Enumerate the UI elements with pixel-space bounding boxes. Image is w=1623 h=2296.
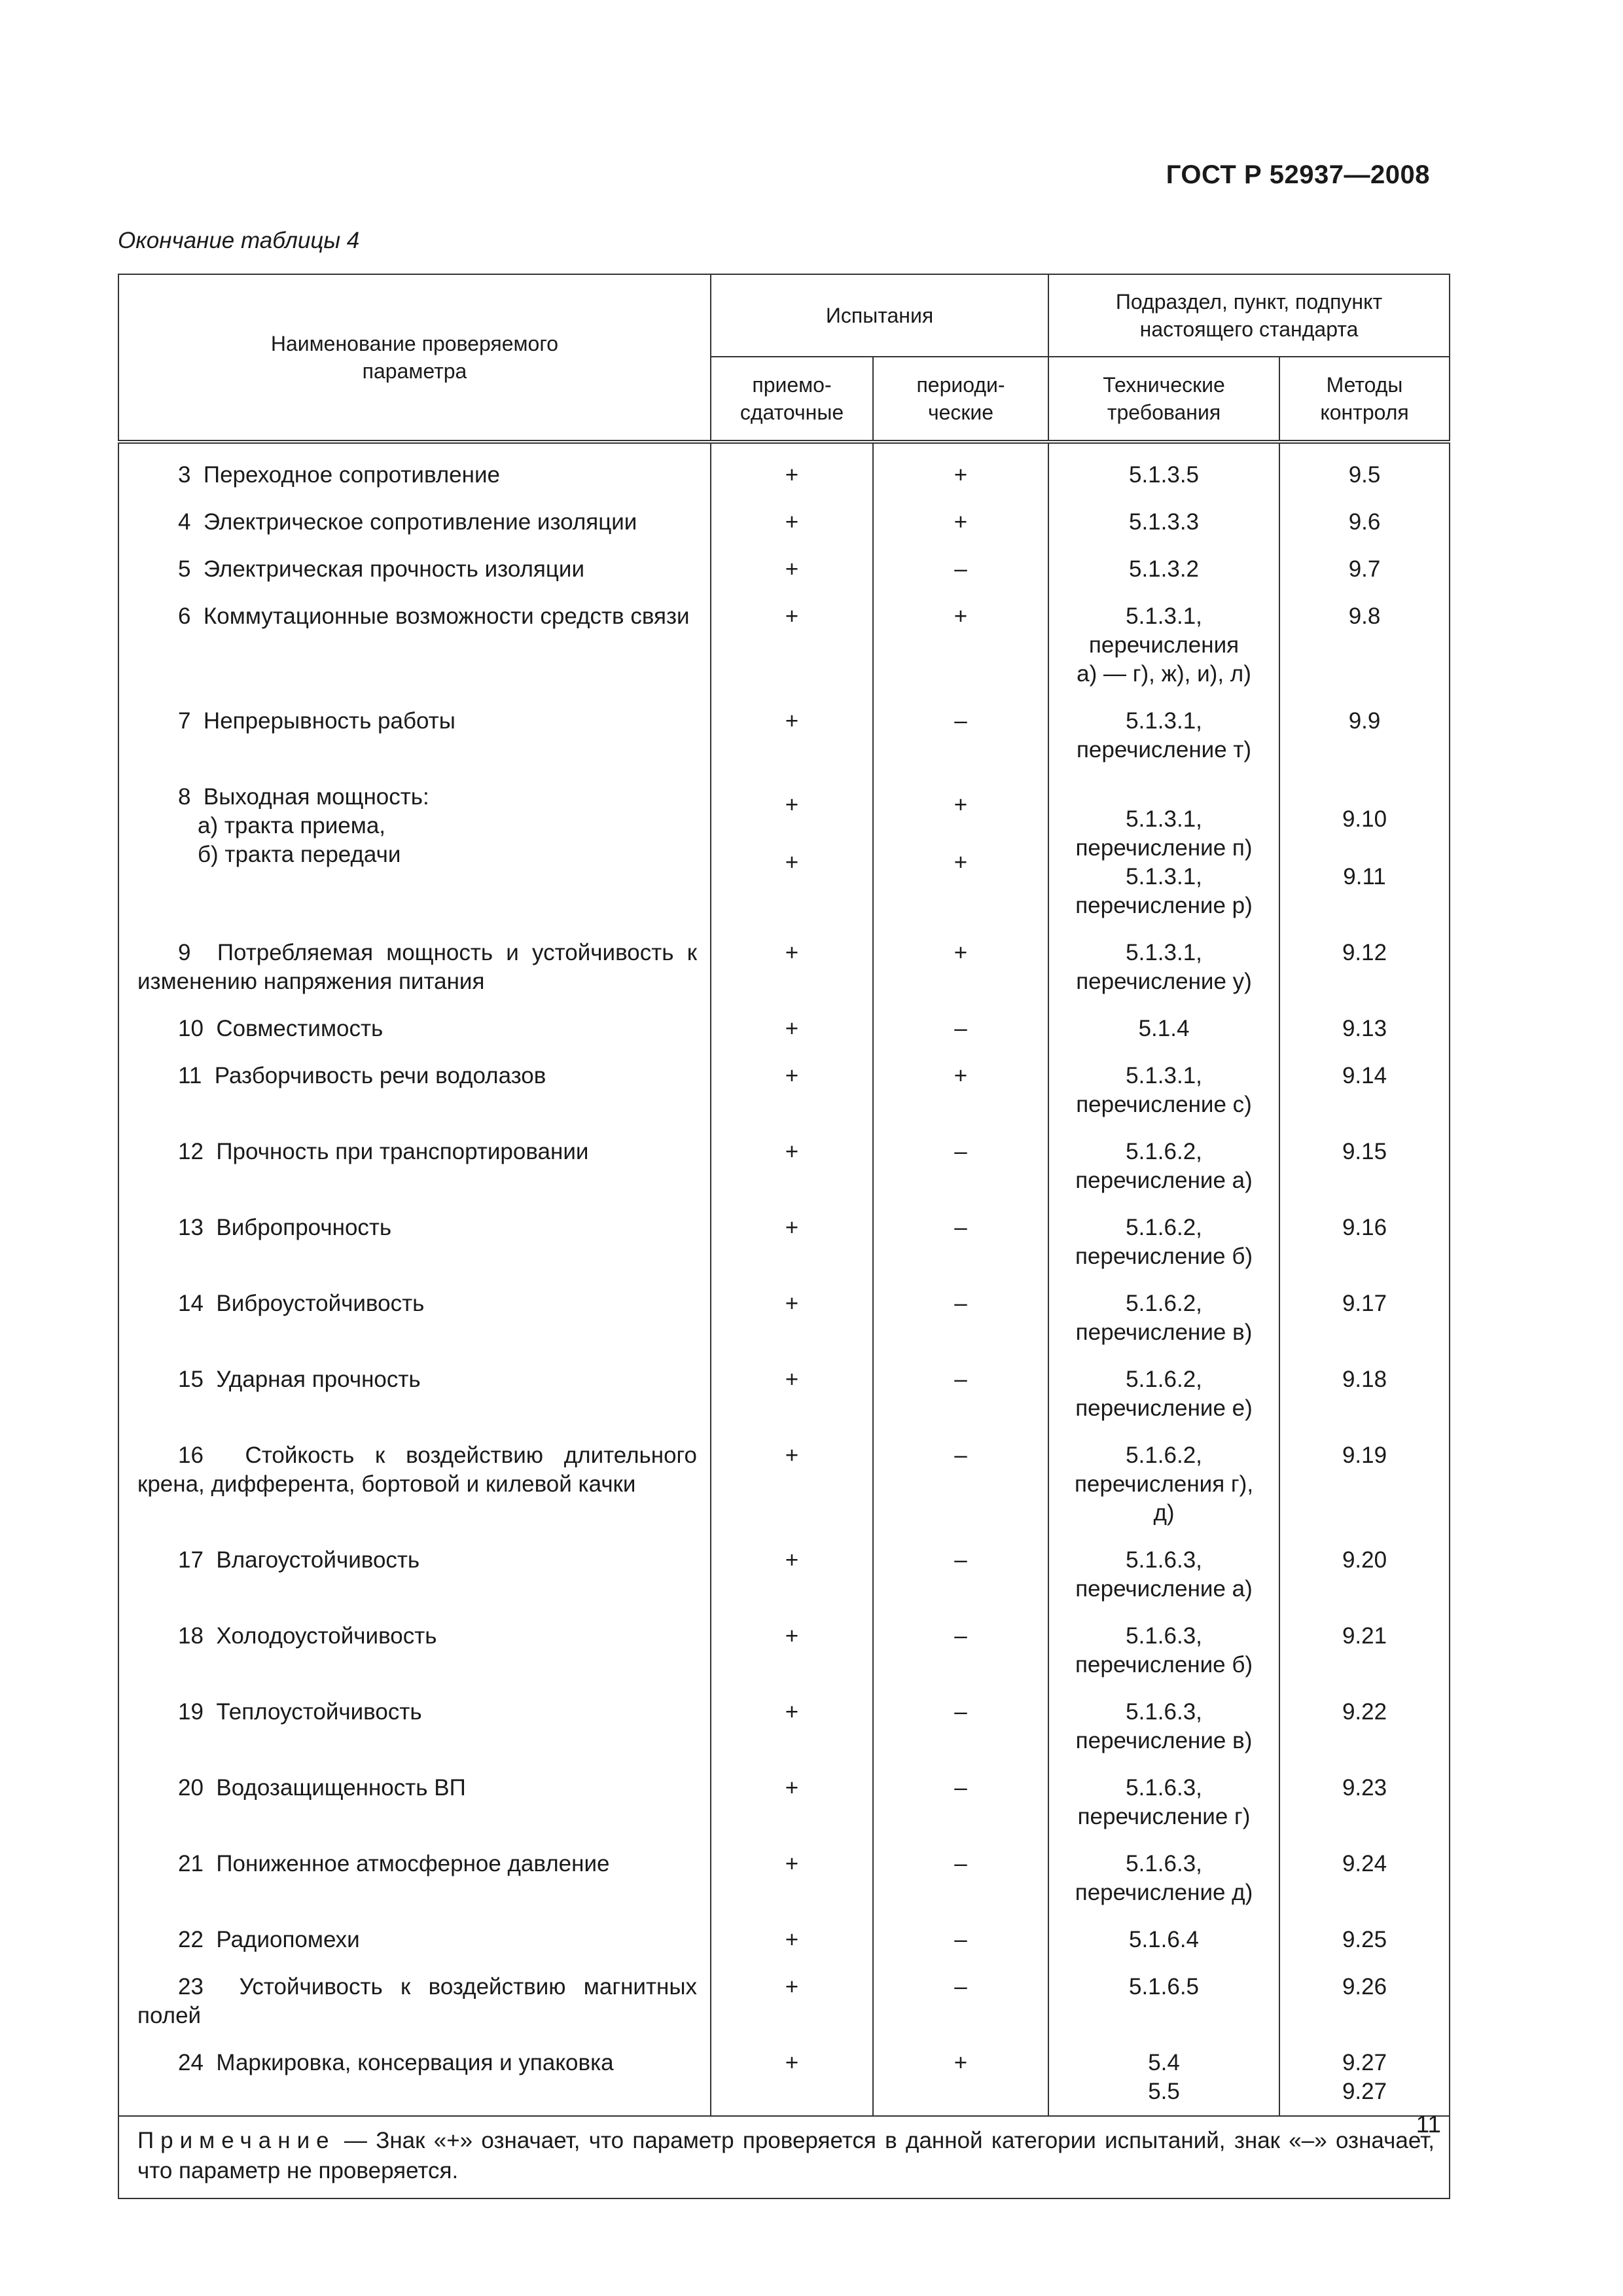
parameter-name: Маркировка, консервация и упаковка <box>216 2050 614 2075</box>
column-header-parameter: Наименование проверяемого параметра <box>118 274 711 442</box>
control-method-ref-text: 9.14 <box>1342 1063 1387 1088</box>
parameter-name-cell <box>118 700 711 776</box>
row-number: 5 <box>178 556 191 582</box>
control-method-ref <box>1279 596 1450 700</box>
control-method-ref <box>1279 776 1450 932</box>
control-method-ref-text: 9.17 <box>1342 1291 1387 1316</box>
column-header-methods: Методы контроля <box>1279 357 1450 442</box>
control-method-ref <box>1279 1435 1450 1539</box>
row-number: 6 <box>178 603 191 629</box>
periodic-mark-b: + <box>954 850 968 875</box>
tech-requirement-ref <box>1048 548 1279 596</box>
parameter-name-cell <box>118 1767 711 1843</box>
periodic-mark-text: + <box>954 462 968 488</box>
acceptance-mark <box>711 1055 873 1131</box>
acceptance-mark <box>711 1919 873 1966</box>
control-method-ref-text: 9.12 <box>1342 940 1387 965</box>
acceptance-mark-text: + <box>785 509 799 535</box>
control-method-ref-text: 9.26 <box>1342 1974 1387 2000</box>
row-number: 3 <box>178 462 191 488</box>
periodic-mark-text: + <box>954 940 968 965</box>
tech-requirement-ref <box>1048 1843 1279 1919</box>
control-method-ref <box>1279 1691 1450 1767</box>
parameter-name: Вибропрочность <box>216 1215 392 1240</box>
control-method-ref <box>1279 1615 1450 1691</box>
row-number: 7 <box>178 708 191 734</box>
control-method-ref <box>1279 501 1450 548</box>
acceptance-mark-text: + <box>785 2050 799 2075</box>
row-number: 12 <box>178 1139 204 1164</box>
periodic-mark-text: – <box>954 1367 967 1392</box>
parameter-subitem-a: а) тракта приема, <box>198 813 386 838</box>
periodic-mark-a: + <box>954 792 968 817</box>
periodic-mark-text: – <box>954 556 967 582</box>
parameter-name: Пониженное атмосферное давление <box>216 1851 610 1876</box>
tech-requirement-ref-text: 5.1.6.2, перечисление е) <box>1075 1367 1253 1421</box>
periodic-mark-text: – <box>954 708 967 734</box>
tech-requirement-ref-text: 5.1.6.2, перечисление б) <box>1075 1215 1253 1269</box>
periodic-mark-text: + <box>954 603 968 629</box>
parameter-name-cell <box>118 1055 711 1131</box>
control-method-ref-text: 9.21 <box>1342 1623 1387 1649</box>
table-row <box>118 932 1450 1008</box>
table-note <box>118 2116 1450 2198</box>
acceptance-mark-text: + <box>785 1215 799 1240</box>
control-method-ref <box>1279 1283 1450 1359</box>
periodic-mark-text: + <box>954 1063 968 1088</box>
tech-requirement-ref <box>1048 501 1279 548</box>
parameter-name: Коммутационные возможности средств связи <box>203 603 690 629</box>
test-parameters-table <box>118 274 1450 2199</box>
periodic-mark-text: – <box>954 1699 967 1725</box>
tech-requirement-ref <box>1048 1691 1279 1767</box>
table-container <box>118 274 1449 2199</box>
periodic-mark-text: – <box>954 1139 967 1164</box>
tech-requirement-ref-text: 5.1.6.3, перечисление б) <box>1075 1623 1253 1677</box>
row-number: 24 <box>178 2050 204 2075</box>
control-method-ref <box>1279 932 1450 1008</box>
parameter-name: Переходное сопротивление <box>203 462 500 488</box>
acceptance-mark-text: + <box>785 603 799 629</box>
tech-requirement-ref-text: 5.1.4 <box>1138 1016 1190 1041</box>
control-method-ref <box>1279 1539 1450 1615</box>
parameter-name-cell <box>118 1615 711 1691</box>
tech-requirement-ref <box>1048 1055 1279 1131</box>
control-method-ref-b: 9.11 <box>1343 864 1386 889</box>
tech-requirement-ref <box>1048 442 1279 501</box>
acceptance-mark <box>711 1283 873 1359</box>
tech-requirement-ref-text: 5.1.6.2, перечисление в) <box>1075 1291 1253 1345</box>
parameter-name-cell <box>118 776 711 932</box>
periodic-mark <box>873 776 1048 932</box>
parameter-name-cell <box>118 501 711 548</box>
control-method-ref <box>1279 1131 1450 1207</box>
acceptance-mark-text: + <box>785 1623 799 1649</box>
table-row <box>118 1767 1450 1843</box>
column-group-tests: Испытания <box>711 274 1048 357</box>
table-row <box>118 1055 1450 1131</box>
acceptance-mark-text: + <box>785 708 799 734</box>
acceptance-mark-text: + <box>785 1851 799 1876</box>
table-caption: Окончание таблицы 4 <box>118 228 360 253</box>
parameter-name-cell <box>118 1691 711 1767</box>
row-number: 4 <box>178 509 191 535</box>
periodic-mark <box>873 1283 1048 1359</box>
table-row <box>118 1435 1450 1539</box>
tech-requirement-ref <box>1048 1283 1279 1359</box>
periodic-mark-text: – <box>954 1215 967 1240</box>
control-method-ref <box>1279 1008 1450 1055</box>
note-text: — Знак «+» означает, что параметр проверяется в данной категории испытаний, знак «–» означает, что параметр не проверяется. <box>137 2128 1435 2183</box>
control-method-ref-text: 9.24 <box>1342 1851 1387 1876</box>
acceptance-mark <box>711 1131 873 1207</box>
acceptance-mark <box>711 501 873 548</box>
periodic-mark <box>873 1055 1048 1131</box>
control-method-ref-text: 9.20 <box>1342 1547 1387 1573</box>
acceptance-mark-b: + <box>785 850 799 875</box>
periodic-mark <box>873 932 1048 1008</box>
tech-requirement-ref-text: 5.1.3.1, перечисления а) — г), ж), и), л) <box>1077 603 1251 687</box>
row-number: 13 <box>178 1215 204 1240</box>
parameter-name: Водозащищенность ВП <box>216 1775 466 1801</box>
control-method-ref <box>1279 1843 1450 1919</box>
tech-requirement-ref-text: 5.1.6.4 <box>1128 1927 1200 1952</box>
acceptance-mark <box>711 548 873 596</box>
periodic-mark <box>873 1767 1048 1843</box>
table-row <box>118 1966 1450 2042</box>
tech-requirement-ref-text: 5.1.3.2 <box>1128 556 1200 582</box>
periodic-mark <box>873 1843 1048 1919</box>
tech-requirement-ref-text: 5.1.3.1, перечисление с) <box>1076 1063 1252 1117</box>
control-method-ref-text: 9.27 9.27 <box>1342 2050 1387 2104</box>
acceptance-mark-text: + <box>785 1927 799 1952</box>
parameter-name-cell <box>118 1131 711 1207</box>
row-number: 9 <box>178 940 191 965</box>
control-method-ref-text: 9.7 <box>1348 556 1381 582</box>
periodic-mark <box>873 548 1048 596</box>
row-number: 20 <box>178 1775 204 1801</box>
tech-requirement-ref-text: 5.1.3.5 <box>1128 462 1200 488</box>
parameter-name-cell <box>118 1008 711 1055</box>
parameter-name-cell <box>118 1539 711 1615</box>
row-number: 18 <box>178 1623 204 1649</box>
periodic-mark <box>873 1207 1048 1283</box>
row-number: 11 <box>178 1063 202 1088</box>
tech-requirement-ref-text: 5.1.3.1, перечисление у) <box>1076 940 1252 994</box>
acceptance-mark-text: + <box>785 1443 799 1468</box>
control-method-ref <box>1279 2042 1450 2116</box>
table-row <box>118 776 1450 932</box>
periodic-mark <box>873 1919 1048 1966</box>
table-row <box>118 548 1450 596</box>
control-method-ref <box>1279 1207 1450 1283</box>
row-number: 22 <box>178 1927 204 1952</box>
acceptance-mark <box>711 2042 873 2116</box>
acceptance-mark <box>711 596 873 700</box>
parameter-name: Теплоустойчивость <box>216 1699 422 1725</box>
periodic-mark <box>873 442 1048 501</box>
control-method-ref-text: 9.9 <box>1348 708 1381 734</box>
parameter-name-cell <box>118 1966 711 2042</box>
acceptance-mark <box>711 932 873 1008</box>
parameter-name: Устойчивость к воздействию магнитных полей <box>137 1974 698 2028</box>
periodic-mark <box>873 596 1048 700</box>
parameter-name: Радиопомехи <box>216 1927 360 1952</box>
row-number: 19 <box>178 1699 204 1725</box>
parameter-name: Выходная мощность: <box>203 784 429 810</box>
tech-requirement-ref <box>1048 1615 1279 1691</box>
control-method-ref-a: 9.10 <box>1342 806 1387 832</box>
table-row <box>118 1919 1450 1966</box>
table-row <box>118 1539 1450 1615</box>
tech-requirement-ref <box>1048 1539 1279 1615</box>
row-number: 21 <box>178 1851 204 1876</box>
row-number: 14 <box>178 1291 204 1316</box>
tech-requirement-ref-b: 5.1.3.1, перечисление р) <box>1075 864 1253 918</box>
row-number: 16 <box>178 1443 204 1468</box>
control-method-ref-text: 9.6 <box>1348 509 1381 535</box>
tech-requirement-ref <box>1048 1131 1279 1207</box>
parameter-name: Ударная прочность <box>216 1367 421 1392</box>
row-number: 15 <box>178 1367 204 1392</box>
acceptance-mark <box>711 700 873 776</box>
acceptance-mark-text: + <box>785 1291 799 1316</box>
acceptance-mark <box>711 1435 873 1539</box>
column-header-acceptance: приемо- сдаточные <box>711 357 873 442</box>
parameter-name: Электрическое сопротивление изоляции <box>203 509 637 535</box>
table-row <box>118 1131 1450 1207</box>
tech-requirement-ref <box>1048 1207 1279 1283</box>
periodic-mark <box>873 501 1048 548</box>
parameter-name-cell <box>118 442 711 501</box>
tech-requirement-ref-a: 5.1.3.1, перечисление п) <box>1075 806 1253 861</box>
parameter-name: Электрическая прочность изоляции <box>203 556 585 582</box>
periodic-mark-text: – <box>954 1291 967 1316</box>
periodic-mark-text: – <box>954 1443 967 1468</box>
acceptance-mark <box>711 1008 873 1055</box>
parameter-name: Потребляемая мощность и устойчивость к изменению напряжения питания <box>137 940 698 994</box>
control-method-ref-text: 9.25 <box>1342 1927 1387 1952</box>
column-group-references: Подраздел, пункт, подпункт настоящего стандарта <box>1048 274 1450 357</box>
page-number: 11 <box>1416 2111 1441 2138</box>
acceptance-mark-text: + <box>785 1139 799 1164</box>
acceptance-mark <box>711 1691 873 1767</box>
control-method-ref-text: 9.16 <box>1342 1215 1387 1240</box>
parameter-name-cell <box>118 1843 711 1919</box>
tech-requirement-ref <box>1048 1359 1279 1435</box>
tech-requirement-ref-text: 5.1.6.2, перечисления г), д) <box>1074 1443 1254 1526</box>
acceptance-mark <box>711 1843 873 1919</box>
acceptance-mark-text: + <box>785 1547 799 1573</box>
column-header-tech-requirements: Технические требования <box>1048 357 1279 442</box>
parameter-name: Холодоустойчивость <box>216 1623 437 1649</box>
periodic-mark-text: – <box>954 1623 967 1649</box>
parameter-name-cell <box>118 1435 711 1539</box>
acceptance-mark <box>711 442 873 501</box>
periodic-mark-text: – <box>954 1547 967 1573</box>
tech-requirement-ref-text: 5.1.6.3, перечисление д) <box>1075 1851 1253 1905</box>
tech-requirement-ref-text: 5.1.6.3, перечисление в) <box>1075 1699 1253 1753</box>
parameter-name-cell <box>118 1919 711 1966</box>
parameter-name: Стойкость к воздействию длительного крена, дифферента, бортовой и килевой качки <box>137 1443 698 1497</box>
tech-requirement-ref <box>1048 1008 1279 1055</box>
acceptance-mark <box>711 1359 873 1435</box>
tech-requirement-ref <box>1048 1767 1279 1843</box>
acceptance-mark-text: + <box>785 940 799 965</box>
periodic-mark <box>873 1008 1048 1055</box>
tech-requirement-ref-text: 5.1.3.1, перечисление т) <box>1076 708 1252 762</box>
control-method-ref <box>1279 1919 1450 1966</box>
control-method-ref-text: 9.18 <box>1342 1367 1387 1392</box>
tech-requirement-ref <box>1048 1435 1279 1539</box>
tech-requirement-ref-text: 5.1.6.3, перечисление а) <box>1075 1547 1253 1602</box>
control-method-ref-text: 9.5 <box>1348 462 1381 488</box>
parameter-name-cell <box>118 1207 711 1283</box>
periodic-mark <box>873 1539 1048 1615</box>
control-method-ref-text: 9.23 <box>1342 1775 1387 1801</box>
tech-requirement-ref-text: 5.1.6.5 <box>1128 1974 1200 2000</box>
table-row <box>118 596 1450 700</box>
control-method-ref-text: 9.22 <box>1342 1699 1387 1725</box>
control-method-ref-text: 9.13 <box>1342 1016 1387 1041</box>
tech-requirement-ref <box>1048 2042 1279 2116</box>
table-row <box>118 1008 1450 1055</box>
table-row <box>118 442 1450 501</box>
control-method-ref <box>1279 548 1450 596</box>
tech-requirement-ref-text: 5.1.6.2, перечисление а) <box>1075 1139 1253 1193</box>
parameter-name-cell <box>118 596 711 700</box>
table-row <box>118 1359 1450 1435</box>
acceptance-mark-text: + <box>785 1775 799 1801</box>
parameter-name: Разборчивость речи водолазов <box>214 1063 546 1088</box>
control-method-ref <box>1279 1966 1450 2042</box>
acceptance-mark <box>711 1539 873 1615</box>
periodic-mark <box>873 700 1048 776</box>
table-row <box>118 1615 1450 1691</box>
acceptance-mark-text: + <box>785 1016 799 1041</box>
row-number: 10 <box>178 1016 204 1041</box>
parameter-name-cell <box>118 1283 711 1359</box>
periodic-mark-text: – <box>954 1775 967 1801</box>
acceptance-mark-a: + <box>785 792 799 817</box>
acceptance-mark <box>711 1615 873 1691</box>
tech-requirement-ref <box>1048 700 1279 776</box>
tech-requirement-ref-text: 5.1.3.3 <box>1128 509 1200 535</box>
parameter-name: Виброустойчивость <box>216 1291 425 1316</box>
table-row <box>118 1843 1450 1919</box>
control-method-ref <box>1279 700 1450 776</box>
periodic-mark-text: – <box>954 1927 967 1952</box>
parameter-name-cell <box>118 1359 711 1435</box>
periodic-mark <box>873 1966 1048 2042</box>
parameter-name-cell <box>118 932 711 1008</box>
acceptance-mark-text: + <box>785 1699 799 1725</box>
control-method-ref-text: 9.19 <box>1342 1443 1387 1468</box>
tech-requirement-ref-text: 5.1.6.3, перечисление г) <box>1077 1775 1251 1829</box>
periodic-mark <box>873 1435 1048 1539</box>
table-row <box>118 501 1450 548</box>
table-row <box>118 700 1450 776</box>
table-row <box>118 1283 1450 1359</box>
acceptance-mark-text: + <box>785 1063 799 1088</box>
periodic-mark-text: – <box>954 1851 967 1876</box>
acceptance-mark <box>711 1767 873 1843</box>
periodic-mark <box>873 2042 1048 2116</box>
tech-requirement-ref <box>1048 932 1279 1008</box>
periodic-mark <box>873 1691 1048 1767</box>
acceptance-mark <box>711 1966 873 2042</box>
table-row <box>118 2042 1450 2116</box>
acceptance-mark-text: + <box>785 556 799 582</box>
acceptance-mark-text: + <box>785 1974 799 2000</box>
periodic-mark-text: + <box>954 2050 968 2075</box>
control-method-ref <box>1279 1767 1450 1843</box>
control-method-ref-text: 9.15 <box>1342 1139 1387 1164</box>
row-number: 23 <box>178 1974 204 2000</box>
tech-requirement-ref-text: 5.4 5.5 <box>1148 2050 1180 2104</box>
parameter-name-cell <box>118 2042 711 2116</box>
column-header-periodic: периоди- ческие <box>873 357 1048 442</box>
periodic-mark-text: – <box>954 1016 967 1041</box>
table-row <box>118 1691 1450 1767</box>
acceptance-mark-text: + <box>785 462 799 488</box>
acceptance-mark <box>711 776 873 932</box>
periodic-mark <box>873 1359 1048 1435</box>
acceptance-mark-text: + <box>785 1367 799 1392</box>
control-method-ref <box>1279 442 1450 501</box>
periodic-mark <box>873 1131 1048 1207</box>
periodic-mark-text: + <box>954 509 968 535</box>
periodic-mark-text: – <box>954 1974 967 2000</box>
parameter-subitem-b: б) тракта передачи <box>198 842 401 867</box>
tech-requirement-ref <box>1048 1919 1279 1966</box>
parameter-name: Влагоустойчивость <box>216 1547 420 1573</box>
periodic-mark <box>873 1615 1048 1691</box>
control-method-ref-text: 9.8 <box>1348 603 1381 629</box>
parameter-name-cell <box>118 548 711 596</box>
document-header: ГОСТ Р 52937—2008 <box>1166 160 1430 189</box>
parameter-name: Прочность при транспортировании <box>216 1139 589 1164</box>
row-number: 8 <box>178 784 191 810</box>
note-label: Примечание <box>137 2128 336 2153</box>
tech-requirement-ref <box>1048 596 1279 700</box>
acceptance-mark <box>711 1207 873 1283</box>
control-method-ref <box>1279 1055 1450 1131</box>
control-method-ref <box>1279 1359 1450 1435</box>
parameter-name: Совместимость <box>216 1016 383 1041</box>
parameter-name: Непрерывность работы <box>203 708 455 734</box>
row-number: 17 <box>178 1547 204 1573</box>
tech-requirement-ref <box>1048 776 1279 932</box>
tech-requirement-ref <box>1048 1966 1279 2042</box>
table-row <box>118 1207 1450 1283</box>
